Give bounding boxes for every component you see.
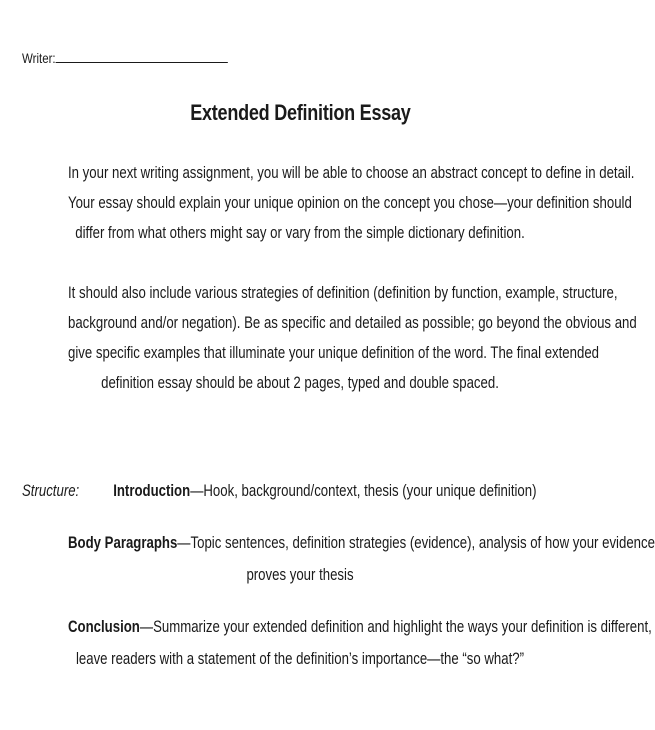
body-paragraphs-text: —Topic sentences, definition strategies (evidence), analysis of how your evidence bbox=[177, 534, 655, 552]
introduction-heading: Introduction bbox=[113, 482, 191, 500]
strategies-line: definition essay should be about 2 pages, typed and double spaced. bbox=[101, 374, 499, 392]
body-paragraphs-line-1 bbox=[68, 527, 655, 559]
introduction-text: —Hook, background/context, thesis (your unique definition) bbox=[190, 482, 537, 500]
strategies-line: It should also include various strategies of definition (definition by function, example, structure, bbox=[68, 284, 618, 302]
body-paragraphs-block bbox=[10, 527, 655, 591]
strategies-paragraph bbox=[10, 278, 637, 398]
writer-label: Writer: bbox=[22, 50, 56, 66]
strategies-line: background and/or negation). Be as specific and detailed as possible; go beyond the obvious and bbox=[68, 314, 637, 332]
conclusion-heading: Conclusion bbox=[68, 618, 140, 636]
intro-line: differ from what others might say or vary from the simple dictionary definition. bbox=[75, 224, 525, 242]
writer-blank-line bbox=[56, 48, 228, 63]
conclusion-block bbox=[10, 611, 652, 675]
writer-field bbox=[22, 48, 228, 66]
intro-line: Your essay should explain your unique opinion on the concept you chose—your definition should bbox=[68, 194, 632, 212]
intro-line: In your next writing assignment, you will be able to choose an abstract concept to define in detail. bbox=[68, 164, 635, 182]
body-paragraphs-heading: Body Paragraphs bbox=[68, 534, 178, 552]
conclusion-line-2: leave readers with a statement of the definition’s importance—the “so what?” bbox=[75, 650, 525, 668]
structure-introduction-row bbox=[22, 476, 537, 506]
page-title bbox=[0, 100, 600, 126]
intro-paragraph bbox=[10, 158, 635, 248]
title-text: Extended Definition Essay bbox=[189, 100, 411, 125]
structure-label: Structure: bbox=[22, 482, 80, 500]
conclusion-line-1 bbox=[68, 611, 652, 643]
conclusion-text: —Summarize your extended definition and highlight the ways your definition is different, bbox=[139, 618, 652, 636]
body-paragraphs-line-2: proves your thesis bbox=[246, 566, 354, 584]
strategies-line: give specific examples that illuminate your unique definition of the word. The final extended bbox=[68, 344, 600, 362]
